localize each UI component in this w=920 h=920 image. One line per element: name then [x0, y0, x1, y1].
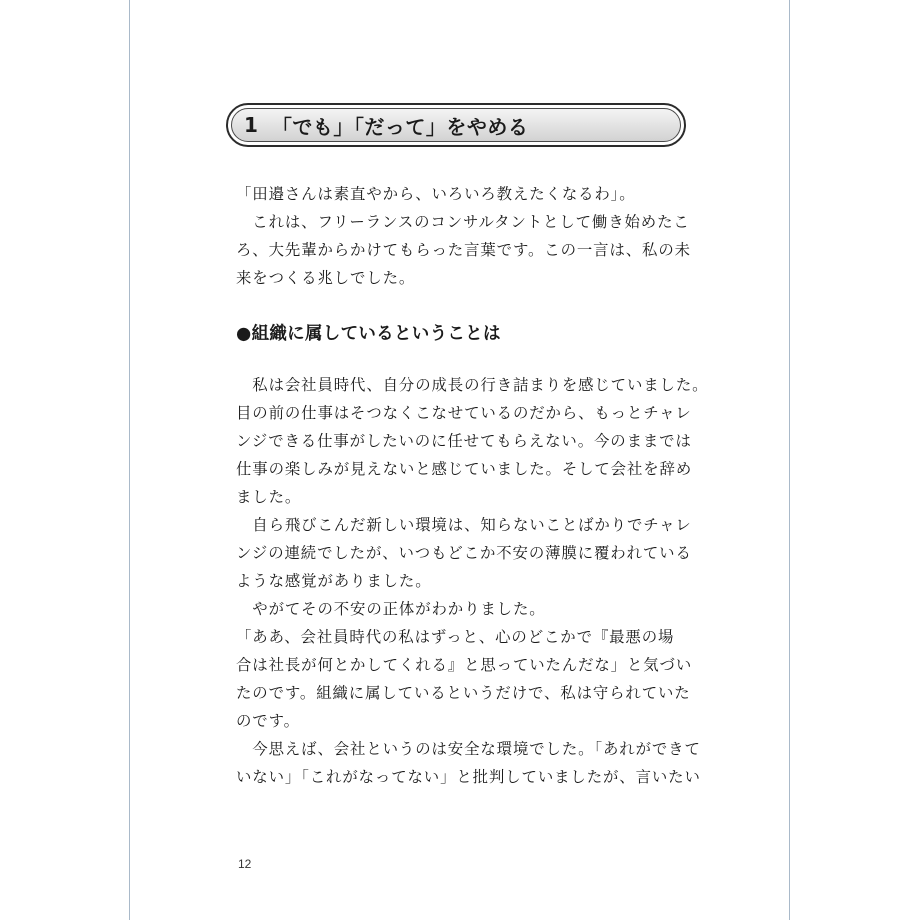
- text-line: 私は会社員時代、自分の成長の行き詰まりを感じていました。: [236, 376, 709, 394]
- text-line: いない」「これがなってない」と批判していましたが、言いたい: [236, 768, 701, 786]
- page-number: 12: [238, 857, 252, 871]
- text-line: ンジの連続でしたが、いつもどこか不安の薄膜に覆われている: [236, 544, 692, 562]
- text-line: 自ら飛びこんだ新しい環境は、知らないことばかりでチャレ: [236, 516, 692, 534]
- body-text: [236, 371, 709, 791]
- text-line: 合は社長が何とかしてくれる』と思っていたんだな」と気づい: [236, 656, 693, 674]
- chapter-number: 1: [244, 113, 258, 137]
- text-line: 目の前の仕事はそつなくこなせているのだから、もっとチャレ: [236, 404, 692, 422]
- text-line: ろ、大先輩からかけてもらった言葉です。この一言は、私の未: [236, 241, 691, 259]
- text-line: やがてその不安の正体がわかりました。: [236, 600, 546, 618]
- text-line: 仕事の楽しみが見えないと感じていました。そして会社を辞め: [236, 460, 693, 478]
- text-line: のです。: [236, 712, 300, 730]
- text-line: ンジできる仕事がしたいのに任せてもらえない。今のままでは: [236, 432, 692, 450]
- text-line: 今思えば、会社というのは安全な環境でした。「あれができて: [236, 740, 701, 758]
- text-line: 来をつくる兆しでした。: [236, 269, 416, 287]
- text-line: たのです。組織に属しているというだけで、私は守られていた: [236, 684, 691, 702]
- text-line: 「ああ、会社員時代の私はずっと、心のどこかで『最悪の場: [236, 628, 675, 646]
- text-line: これは、フリーランスのコンサルタントとして働き始めたこ: [236, 213, 690, 231]
- chapter-title-banner: [226, 103, 686, 147]
- chapter-title: 「でも」「だって」をやめる: [271, 114, 529, 139]
- intro-paragraph: [236, 180, 691, 292]
- chapter-title-inner: [231, 108, 681, 142]
- text-line: ような感覚がありました。: [236, 572, 432, 590]
- text-line: ました。: [236, 488, 302, 506]
- text-line: 「田邉さんは素直やから、いろいろ教えたくなるわ」。: [236, 185, 636, 203]
- section-heading: ●組織に属しているということは: [236, 324, 501, 344]
